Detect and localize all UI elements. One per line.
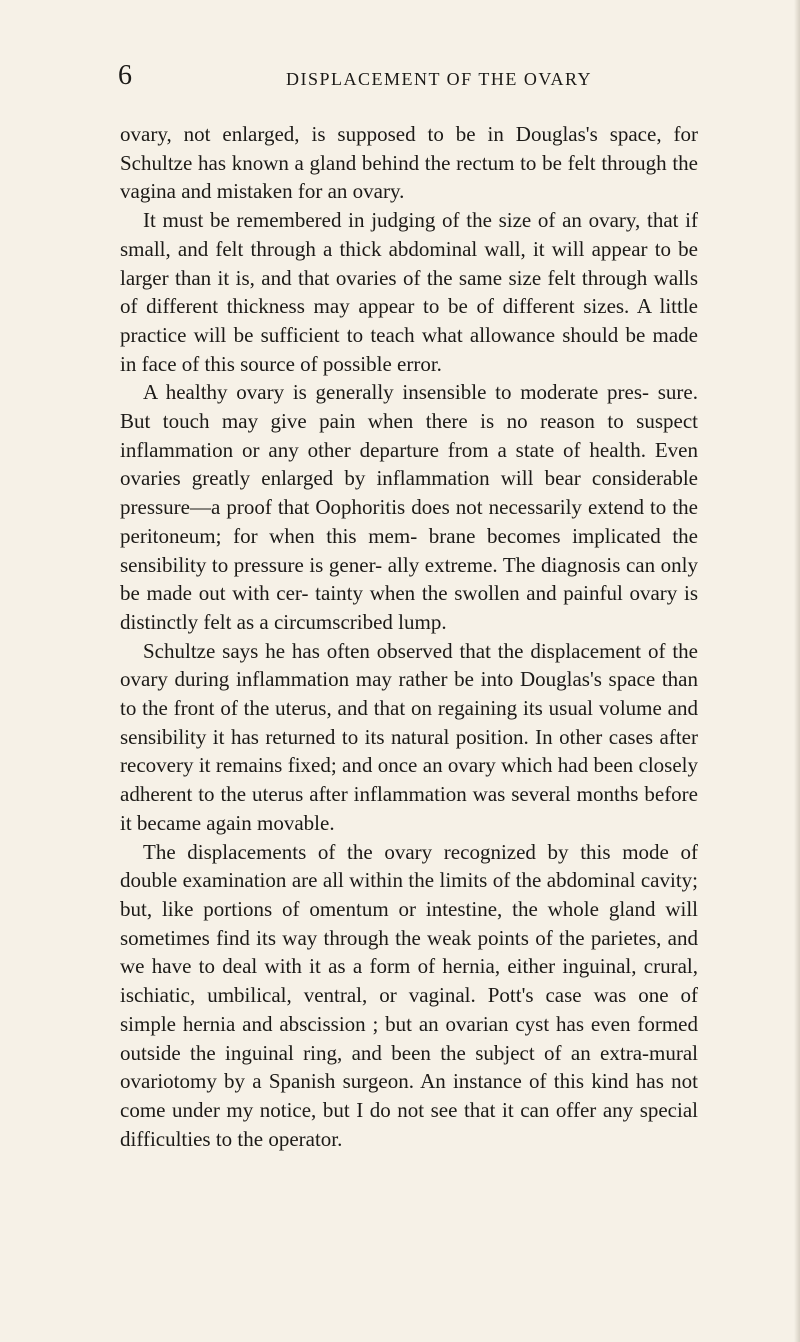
paragraph-5: The displacements of the ovary recognized by this mode of double examination are all within the limits of the abdominal cavity; but, like portions of omentum or intestine, the whole gland will sometimes find its way through the weak points of the parietes, and we have to deal with it as a form of hernia, either inguinal, crural, ischiatic, umbilical, ventral, or vaginal. Pott's case was one of simple hernia and abscission ; but an ovarian cyst has even formed outside the inguinal ring, and been the subject of an extra-mural ovariotomy by a Spanish surgeon. An instance of this kind has not come under my notice, but I do not see that it can offer any special difficulties to the operator. [120, 839, 698, 1151]
paragraph-1: ovary, not enlarged, is supposed to be in Douglas's space, for Schultze has known a gland behind the rectum to be felt through the vagina and mistaken for an ovary. [120, 122, 698, 204]
page-number: 6 [118, 60, 132, 91]
page-header [118, 58, 698, 98]
paragraph-2: It must be remembered in judging of the size of an ovary, that if small, and felt through a thick abdominal wall, it will appear to be larger than it is, and that ovaries of the same size felt through walls of different thickness may appear to be of different sizes. A little practice will be sufficient to teach what allowance should be made in face of this source of possible error. [120, 208, 698, 376]
body-text [120, 120, 698, 1153]
running-head: DISPLACEMENT OF THE OVARY [286, 69, 593, 89]
paragraph-4: Schultze says he has often observed that the displacement of the ovary during inflammation may rather be into Douglas's space than to the front of the uterus, and that on regaining its usual volume and sensibility it has returned to its natural position. In other cases after recovery it remains fixed; and once an ovary which had been closely adherent to the uterus after inflammation was several months before it became again movable. [120, 638, 698, 835]
page-edge-shadow [794, 0, 800, 1342]
paragraph-3: A healthy ovary is generally insensible to moderate pres- sure. But touch may give pain when there is no reason to suspect inflammation or any other departure from a state of health. Even ovaries greatly enlarged by inflammation will bear considerable pressure—a proof that Oophoritis does not necessarily extend to the peritoneum; for when this mem- brane becomes implicated the sensibility to pressure is gener- ally extreme. The diagnosis can only be made out with cer- tainty when the swollen and painful ovary is distinctly felt as a circumscribed lump. [120, 380, 698, 634]
